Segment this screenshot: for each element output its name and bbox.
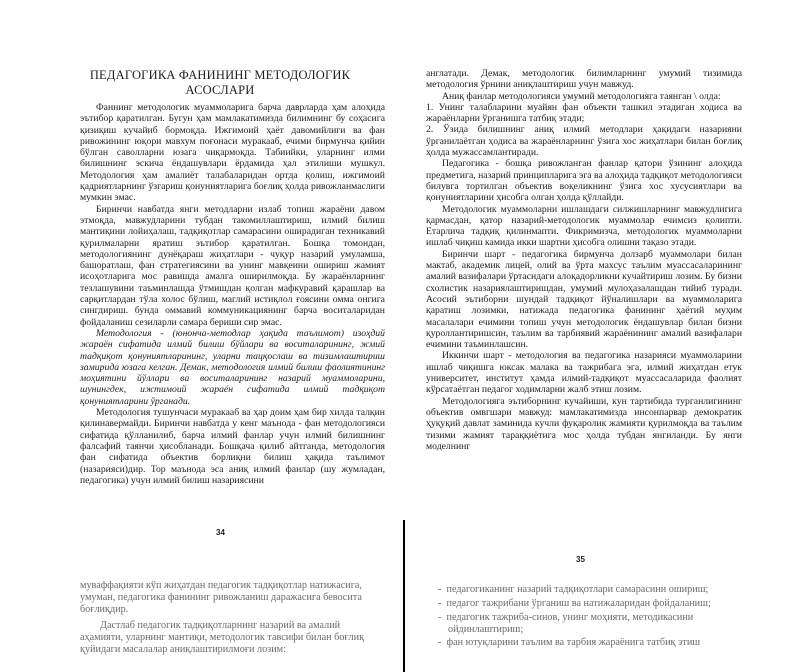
numbered-item: 2. Ўзида билишнинг аниқ илмий методлари ҳақидаги назарияни ўрганилаётган ҳодиса ва жараёнларнинг ўзига хос жиҳатлари билан боғлиқ ҳолда мужассамлантиради.: [426, 124, 742, 159]
page-gutter-line: [403, 520, 405, 672]
right-page-body: [426, 68, 742, 452]
page-number: 35: [576, 555, 585, 564]
chapter-title-line-2: АСОСЛАРИ: [185, 83, 255, 97]
paragraph: Фаннинг методологик муаммоларига барча даврларда ҳам алоҳида эътибор қаратилган. Бугун ҳам мамлакатимизда билимнинг бу соҳасига қизиқиш кучайиб бормоқда. Ижгимоий ҳаёт давомийлиги ва фан ривожининг юқори мавхум поғонаси муракааб, ечими бирмунча қийин бўлган саволларни юзага чиқармоқда. Табиийки, уларнинг илми билишнинг эскича ёндашувлари ёрдамида ҳал этилиши мушкул. Методология ҳам амалиёт талабаларидан ортда қолиш, ижгимоий қадриятларнинг ўзгариш қонуниятларига боғлиқ ҳолда ривожланмаслиги мумкин эмас.: [80, 102, 385, 204]
bullet-text: педагогик тажриба-синов, унинг моҳияти, методикасини: [446, 612, 694, 623]
paragraph: Педагогика - бошқа ривожланган фанлар қатори ўзининг алоҳида предметига, назарий принципларига эга ва алоҳида тадқиқот методологияси билувга тортилган объектив воқеликнинг ўзига хос хусусиятлари ва қонуниятларини ҳисобга олган ҳолда қўллайди.: [426, 158, 742, 204]
text-line: муваффақияти кўп жиҳатдан педагогик тадқиқотлар натижасига,: [80, 580, 362, 591]
bullet-continuation: ойдинлаштириш;: [448, 624, 524, 635]
next-page-fragment-right: [438, 584, 778, 651]
paragraph: Аниқ фанлар методологияси умумий методологияга таянган \ олда:: [442, 90, 721, 102]
bullet-text: педагог тажрибани ўрганиш ва натижаларидан фойдаланиш;: [446, 598, 711, 609]
next-page-fragment-left: [80, 580, 400, 656]
page-number: 34: [216, 528, 225, 537]
bullet-item: - фан ютуқларини таълим ва тарбия жараёнига татбиқ этиш: [438, 637, 701, 648]
paragraph: Методология тушунчаси муракааб ва ҳар доим ҳам бир хилда талқин қилинавермайди. Биринчи навбатда у кенг маънода - фан методологияси сифатида қўлланилиб, барча илмий фанлар учун илмий билишнинг фалсафий таянчи ҳисобланади. Бошқача қилиб айтганда, методология фан сифатида объектив борлиқни билиш ҳақида таълимот (назарияси)дир. Тор маънода эса аниқ илмий фанлар (шу жумладан, педагогика) учун илмий билиш назариясини: [80, 407, 385, 486]
numbered-item: 1. Унинг талабларини муайян фан объекти ташкил этадиган ходиса ва жараёнларни ўрганишга татбиқ этади;: [426, 101, 742, 125]
text-line: умуман, педагогика фанининг ривожланиш даражасига бевосита: [80, 592, 362, 603]
paragraph: Биринчи шарт - педагогика бирмунча долзарб муаммолари билан мактаб, академик лицей, олий ва ўрта махсус таълим муассасаларининг амалий вазифалари ўртасидаги алоқадорликни кучайтириш лозим. Бу бизни схолистик назариялаштиришдан, умумий мулоҳазалашдан тийиб туради. Асосий эътиборни шундай тадқиқот йўналишлари ва муаммоларига қаратиш лозимки, натижада педагогика фанининг ҳаётий муҳим масалалари ечимини топиш учун методологик ёндашувлар билан бизни қуроллантиришсин, таълим ва тарбиявий жараёнининг амалий вазифалари ечимини таъминлашсин.: [426, 248, 742, 351]
bullet-item: - педагогиканинг назарий тадқиқотлари самарасини ошириш;: [438, 584, 709, 595]
paragraph: Методологияга эътиборнинг кучайиши, кун тартибида турганлигининг объектив омвгшари мавжуд: мамлакатимизда инсонпарвар демократик ҳуқуқий давлат заминида кучли фуқаролик жамияти қурилмоқда ва таълим тизими жамият тараққиётига мос ҳолда тубдан янгиланди. Бу янги моделнинг: [426, 395, 742, 452]
text-line: Дастлаб педагогик тадқиқотларнинг назарий ва амалий: [100, 620, 341, 631]
paragraph: Методологик муаммоларни ишлашдаги силжишларнинг мавжудлигига қармасдан, қатор назарий-методологик муаммолар ечимсиз қолипти. Етарлича тадқиқ қилинмапти. Фикримизча, методологик муаммоларни ишлаб чиқиш камида икки шартни ҳисобга олишни тақазо этади.: [426, 203, 742, 249]
text-line: боғлиқдир.: [80, 604, 129, 615]
bullet-item: - педагогик тажриба-синов, унинг моҳияти, методикасини: [438, 612, 694, 623]
bullet-text: педагогиканинг назарий тадқиқотлари самарасини ошириш;: [446, 584, 709, 595]
paragraph-definition: Методология - (юнонча-методлар ҳақида таълимот) изоҳдий жараён сифатида илмий билиш бўйлари ва воситаларининг, жмий тадқиқот қонуниятларининг, уларни тацқослаш ва тизимлаштириш замирида юзага келган. Демак, методология илмий билиш фаолиятининг моҳиятини йўллари ва воситаларининг назарий муаммоларини, шунингдек, ижтимоий жараён сифатида илмий тадқиқот қонуниятларини ўрганади.: [80, 327, 385, 407]
text-line: қуйидаги масалалар аниқлаштирилмоғи лозим:: [80, 644, 286, 655]
chapter-title-line-1: ПЕДАГОГИКА ФАНИНИНГ МЕТОДОЛОГИК: [89, 68, 351, 82]
paragraph: Биринчи навбатда янги методларни излаб топиш жараёни давом этмоқда, мавжудларини тубдан такомиллаштириш, илмий билиш мантиқини лойиҳалаш, тадқиқотлар самарасини оширадиган техникавий қурилмаларни яратиш эътибор қаратилган. Бошқа томондан, методологиянинг дунёқараш жиҳатлари - чуқур назарий умуламша, башоратлаш, фан стратегиясини ва унинг мавқеини ошириш жамият исоҳотларига мос равишда амалга оширилмоқда. Бу жараёнларнинг тезлашувини таъминлашда ўтмишдан қолган мафкуравий қарашлар ва сарқитлардан тўла холос бўлиш, маглий истиқлол ғоясини омма онгига сингдириш. бунда оммавий коммуникациянинг барча воситаларидан фойдаланиш сезиларли самара бериши сир эмас.: [80, 203, 385, 328]
paragraph: англатади. Демак, методологик билимларнинг умумий тизимида методология ўрнини аниқлаштириш учун мавжуд.: [426, 68, 742, 91]
bullet-text: фан ютуқларини таълим ва тарбия жараёнига татбиқ этиш: [446, 637, 701, 648]
left-page-body: [80, 102, 385, 486]
bullet-item: - педагог тажрибани ўрганиш ва натижаларидан фойдаланиш;: [438, 598, 711, 609]
right-book-page: [408, 0, 800, 672]
paragraph: Иккинчи шарт - методология ва педагогика назарияси муаммоларини ишлаб чиқишга юксак малака ва тажрибага эга, илмий жиҳатдан етук университет, институт ҳамда илмий-тадқиқот муассасаларида фаолият кўрсатаётган педагог ходимларни жалб этиш лозим.: [426, 350, 742, 396]
text-line: аҳамияти, уларнинг мантиқи, методологик тавсифи билан боғлиқ: [80, 632, 365, 643]
chapter-title: [40, 68, 400, 98]
